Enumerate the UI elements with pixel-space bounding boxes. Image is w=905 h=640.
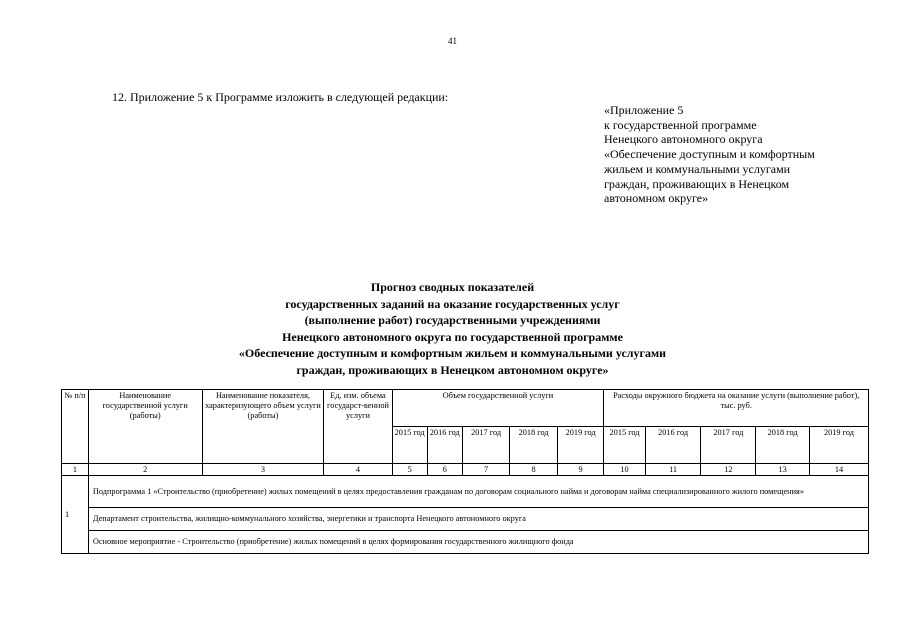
title-line: граждан, проживающих в Ненецком автономном округе»	[296, 362, 609, 377]
expense-year: 2015 год	[604, 427, 645, 464]
main-activity-cell: Основное мероприятие - Строительство (приобретение) жилых помещений в целях формирования государственного жилищного фонда	[88, 531, 868, 554]
department-cell: Департамент строительства, жилищно-коммунального хозяйства, энергетики и транспорта Ненецкого автономного округа	[88, 508, 868, 531]
column-number: 4	[324, 464, 392, 476]
annex-line: «Приложение 5	[604, 103, 684, 117]
table-row	[62, 531, 869, 554]
expense-year: 2019 год	[809, 427, 868, 464]
column-number: 5	[392, 464, 427, 476]
volume-year: 2017 год	[462, 427, 510, 464]
intro-paragraph: 12. Приложение 5 к Программе изложить в следующей редакции:	[112, 90, 449, 104]
column-number: 2	[88, 464, 202, 476]
column-number: 10	[604, 464, 645, 476]
column-number: 12	[701, 464, 756, 476]
title-line: «Обеспечение доступным и комфортным жильем и коммунальными услугами	[238, 346, 667, 360]
indicators-table	[61, 389, 869, 554]
title-line: Прогноз сводных показателей	[370, 280, 535, 294]
header-unit: Ед. изм. объема государст-венной услуги	[324, 390, 392, 464]
header-expenses-group: Расходы окружного бюджета на оказание услуги (выполнение работ), тыс. руб.	[604, 390, 869, 427]
annex-line: «Обеспечение доступным и комфортным	[604, 147, 815, 162]
column-numbers-row	[62, 464, 869, 476]
volume-year: 2015 год	[392, 427, 427, 464]
page-number: 41	[448, 36, 457, 46]
expense-year: 2018 год	[756, 427, 810, 464]
expense-year: 2017 год	[701, 427, 756, 464]
column-number: 11	[645, 464, 701, 476]
column-number: 3	[202, 464, 324, 476]
annex-line: жильем и коммунальными услугами	[604, 161, 791, 176]
title-line: государственных заданий на оказание государственных услуг	[285, 296, 620, 311]
header-service-name: Наименование государственной услуги (работы)	[88, 390, 202, 464]
header-num: № п/п	[62, 390, 89, 464]
header-indicator-name: Наименование показателя, характеризующего объем услуги (работы)	[202, 390, 324, 464]
volume-year: 2018 год	[510, 427, 558, 464]
annex-line: к государственной программе	[604, 117, 757, 132]
table-row	[62, 476, 869, 508]
annex-reference	[604, 103, 899, 206]
column-number: 6	[427, 464, 462, 476]
annex-line: Ненецкого автономного округа	[604, 132, 763, 147]
column-number: 7	[462, 464, 510, 476]
document-title	[0, 279, 905, 378]
column-number: 1	[62, 464, 89, 476]
title-line: Ненецкого автономного округа по государственной программе	[282, 329, 623, 344]
column-number: 9	[557, 464, 604, 476]
annex-line: граждан, проживающих в Ненецком	[604, 176, 790, 191]
table-row	[62, 508, 869, 531]
column-number: 14	[809, 464, 868, 476]
header-row	[62, 390, 869, 427]
volume-year: 2016 год	[427, 427, 462, 464]
volume-year: 2019 год	[557, 427, 604, 464]
title-line: (выполнение работ) государственными учреждениями	[304, 313, 601, 327]
annex-line: автономном округе»	[604, 191, 709, 206]
column-number: 13	[756, 464, 810, 476]
subprogram-cell: Подпрограмма 1 «Строительство (приобретение) жилых помещений в целях предоставления гражданам по договорам социального найма и договорам найма специализированного жилого помещения»	[88, 476, 868, 508]
header-volume-group: Объем государственной услуги	[392, 390, 604, 427]
expense-year: 2016 год	[645, 427, 701, 464]
row-number: 1	[62, 476, 89, 554]
column-number: 8	[510, 464, 558, 476]
